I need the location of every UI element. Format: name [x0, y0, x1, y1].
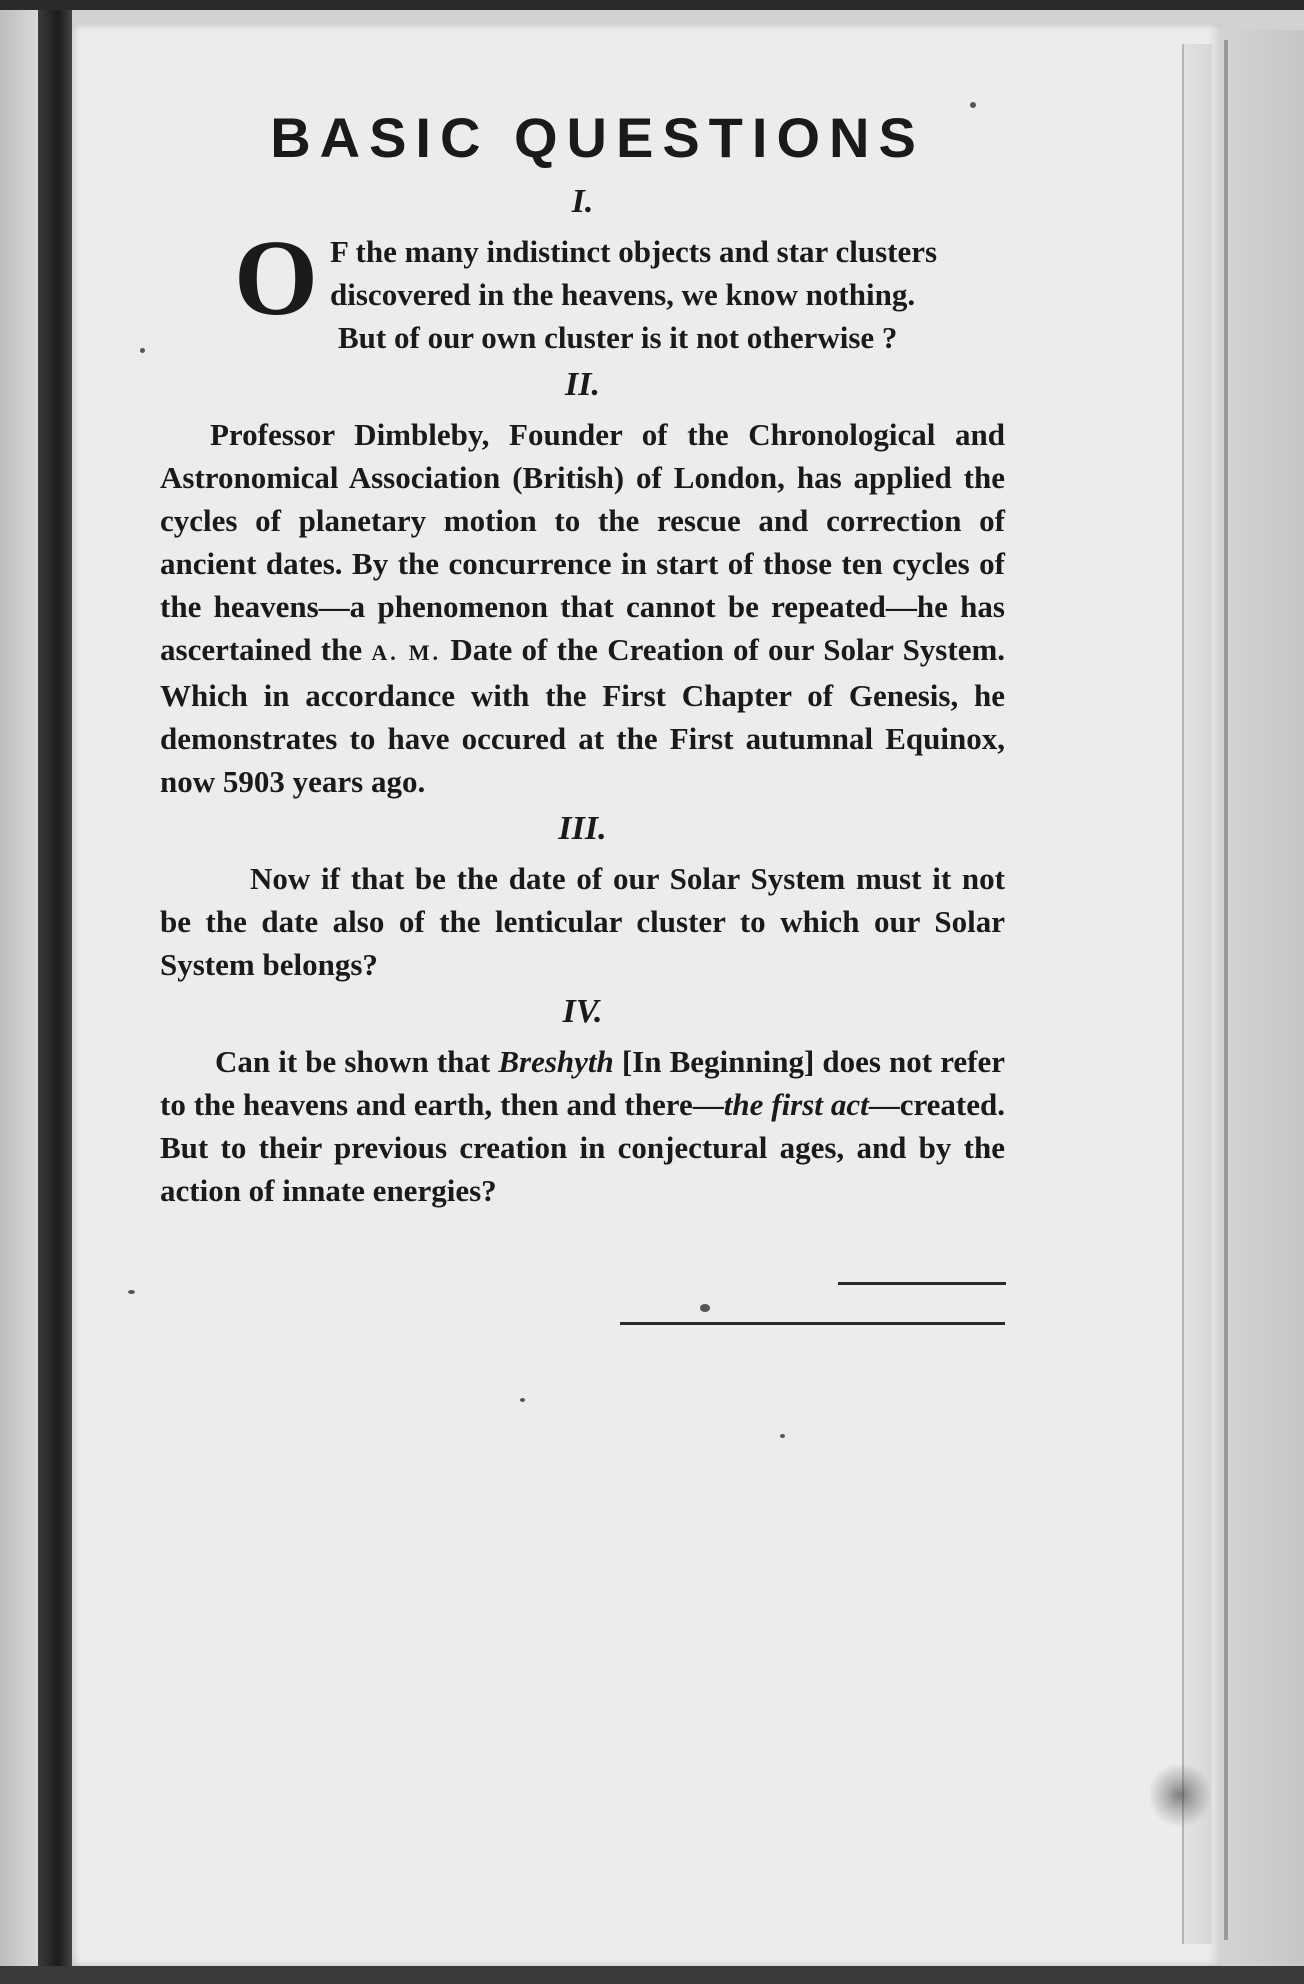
ink-smudge: [1150, 1760, 1210, 1830]
ink-speck: [970, 102, 976, 108]
section-1-paragraph: [160, 219, 1005, 359]
in-beginning-bracket: [In Beginning]: [621, 1044, 815, 1079]
section-4-text-after: —created. But to their previous creation in conjectural ages, and by the action of innate energies?: [160, 1087, 1005, 1208]
section-1-line-1: F the many indistinct objects and star clusters: [330, 234, 938, 269]
section-4-paragraph: [160, 1040, 1005, 1212]
end-rule-lower: [620, 1322, 1005, 1325]
section-1-line-2: discovered in the heavens, we know nothing.: [330, 277, 916, 312]
bottom-border: [0, 1966, 1304, 1984]
section-numeral-4: IV.: [562, 993, 603, 1030]
section-1-line-3: But of our own cluster is it not otherwise ?: [338, 320, 898, 355]
section-2-text-after: Date of the Creation of our Solar System. Which in accordance with the First Chapter of Genesis, he demonstrates to have occured at the First autumnal Equinox, now 5903 years ago.: [160, 632, 1006, 799]
end-rule-upper: [838, 1282, 1006, 1285]
section-numeral-3: III.: [558, 810, 607, 847]
section-numeral-2: II.: [565, 366, 600, 403]
drop-cap: O: [234, 219, 319, 338]
ink-speck: [780, 1434, 785, 1438]
first-act-phrase: the first act: [723, 1087, 869, 1122]
section-2-paragraph: [160, 413, 1005, 803]
top-border: [0, 0, 1304, 10]
section-2-text: Professor Dimbleby, Founder of the Chronological and Astronomical Association (British) of London, has applied the cycles of planetary motion to the rescue and correction of ancient dates. By the concurrence in start of those ten cycles of the heavens—a phenomenon that cannot be repeated—he has ascertained the: [160, 417, 1005, 667]
underlying-page-edge: [1224, 40, 1228, 1940]
book-gutter: [38, 0, 72, 1984]
breshyth-word: Breshyth: [498, 1044, 614, 1079]
ink-speck: [520, 1398, 525, 1402]
section-4-text-before: Can it be shown that: [215, 1044, 491, 1079]
page-content: [160, 100, 1005, 1212]
ink-speck: [700, 1304, 710, 1312]
section-numeral-1: I.: [571, 183, 594, 220]
ink-speck: [140, 348, 145, 353]
left-page-edge: [0, 0, 38, 1984]
page-title: BASIC QUESTIONS: [270, 106, 925, 169]
section-4-text-mid: does not refer to the heavens and earth, then and there—: [160, 1044, 1006, 1122]
am-abbreviation: A. M.: [371, 640, 442, 665]
ink-speck: [128, 1290, 135, 1294]
section-3-paragraph: Now if that be the date of our Solar System must it not be the date also of the lenticular cluster to which our Solar System belongs?: [160, 861, 1005, 982]
page-fold: [1182, 44, 1212, 1944]
